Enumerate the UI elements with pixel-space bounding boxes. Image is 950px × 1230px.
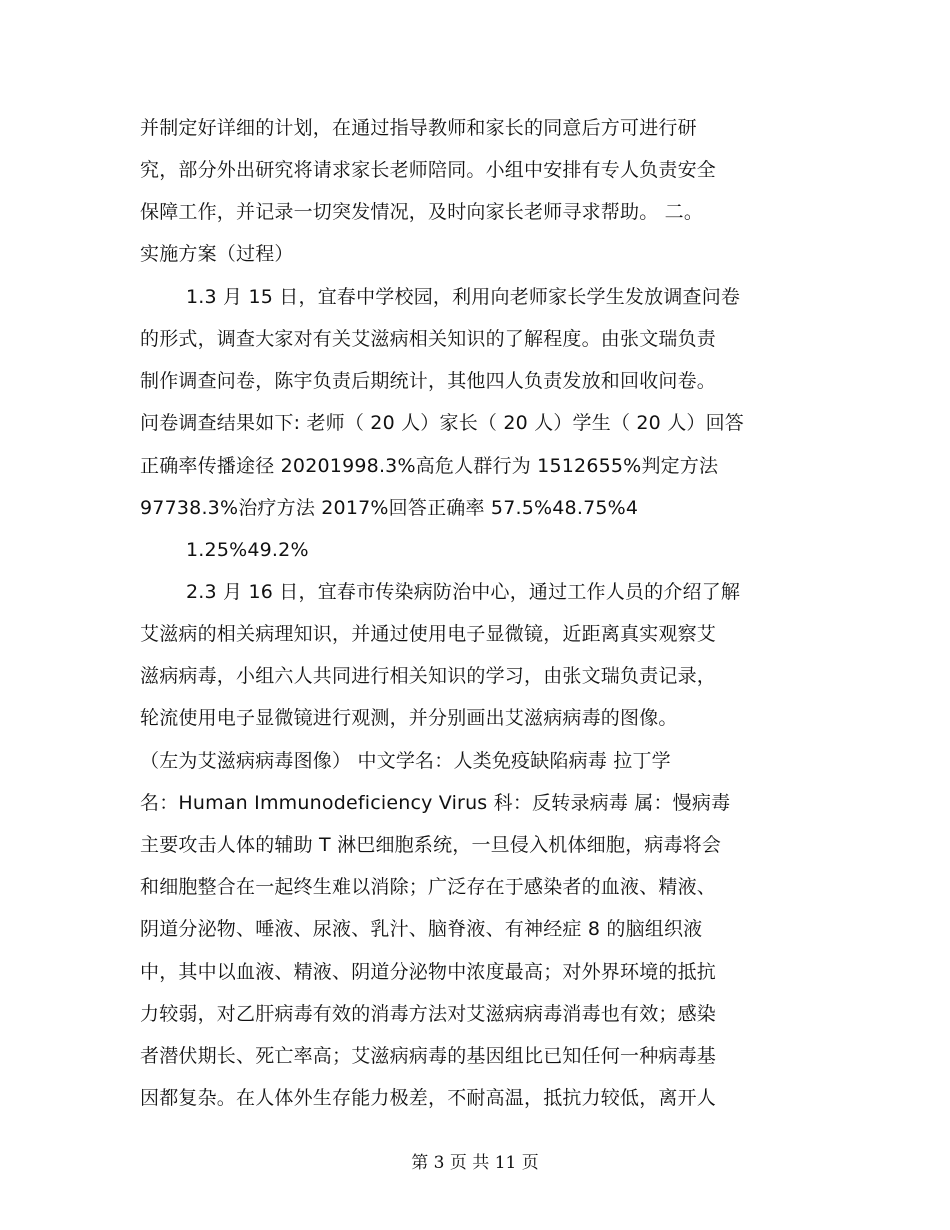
section-heading: 实施方案（过程）: [140, 243, 294, 265]
text-line-9: 正确率传播途径 20201998.3%高危人群行为 1512655%判定方法: [140, 455, 719, 477]
text-line-18: 主要攻击人体的辅助 T 淋巴细胞系统，一旦侵入机体细胞，病毒将会: [140, 834, 722, 856]
text-line-22: 力较弱，对乙肝病毒有效的消毒方法对艾滋病病毒消毒也有效；感染: [140, 1003, 717, 1025]
text-line-6: 的形式，调查大家对有关艾滋病相关知识的了解程度。由张文瑞负责: [140, 328, 717, 350]
text-line-3: 保障工作，并记录一切突发情况，及时向家长老师寻求帮助。 二。: [140, 201, 704, 223]
text-line-7: 制作调查问卷，陈宇负责后期统计，其他四人负责发放和回收问卷。: [140, 370, 717, 392]
text-line-23: 者潜伏期长、死亡率高；艾滋病病毒的基因组比已知任何一种病毒基: [140, 1045, 717, 1067]
text-line-16: （左为艾滋病病毒图像） 中文学名：人类免疫缺陷病毒 拉丁学: [140, 750, 671, 772]
text-line-20: 阴道分泌物、唾液、尿液、乳汁、脑脊液、有神经症 8 的脑组织液: [140, 918, 703, 940]
text-line-13: 艾滋病的相关病理知识，并通过使用电子显微镜，近距离真实观察艾: [140, 623, 717, 645]
text-line-14: 滋病病毒，小组六人共同进行相关知识的学习，由张文瑞负责记录，: [140, 665, 717, 687]
text-line-8: 问卷调查结果如下: 老师（ 20 人）家长（ 20 人）学生（ 20 人）回答: [140, 412, 745, 434]
text-line-2: 究，部分外出研究将请求家长老师陪同。小组中安排有专人负责安全: [140, 159, 717, 181]
text-line-11: 1.25%49.2%: [186, 539, 309, 561]
text-line-19: 和细胞整合在一起终生难以消除；广泛存在于感染者的血液、精液、: [140, 876, 717, 898]
text-line-1: 并制定好详细的计划，在通过指导教师和家长的同意后方可进行研: [140, 117, 697, 139]
text-line-12: 2.3 月 16 日，宜春市传染病防治中心，通过工作人员的介绍了解: [186, 581, 741, 603]
text-line-21: 中，其中以血液、精液、阴道分泌物中浓度最高；对外界环境的抵抗: [140, 961, 717, 983]
text-line-15: 轮流使用电子显微镜进行观测，并分别画出艾滋病病毒的图像。: [140, 707, 678, 729]
page-number-footer: 第 3 页 共 11 页: [411, 1153, 539, 1173]
text-line-24: 因都复杂。在人体外生存能力极差，不耐高温，抵抗力较低，离开人: [140, 1087, 717, 1109]
text-line-10: 97738.3%治疗方法 2017%回答正确率 57.5%48.75%4: [140, 497, 639, 519]
text-line-5: 1.3 月 15 日，宜春中学校园，利用向老师家长学生发放调查问卷: [186, 286, 741, 308]
text-line-17: 名：Human Immunodeficiency Virus 科：反转录病毒 属：慢病毒: [140, 792, 731, 814]
